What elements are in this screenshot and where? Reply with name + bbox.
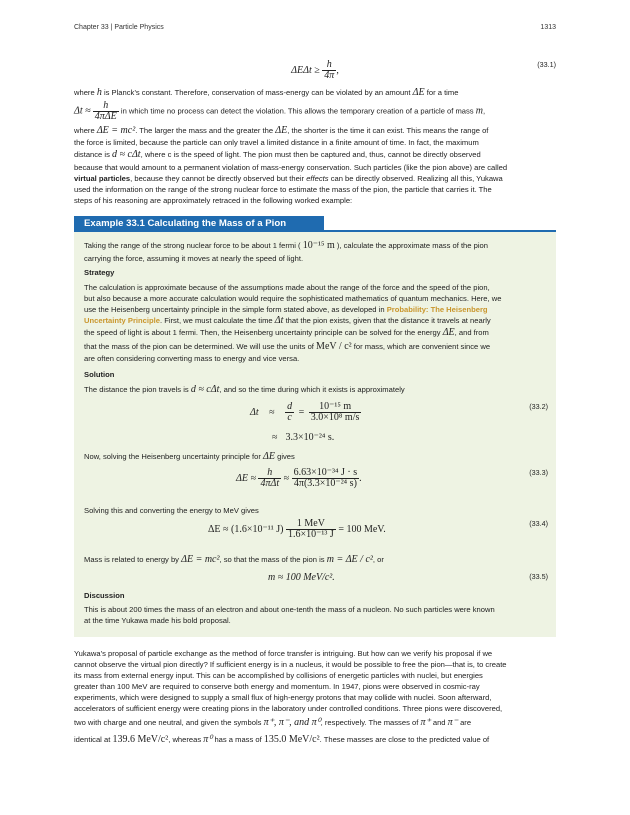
example-problem-line-2: carrying the force, assuming it moves at nearly the speed of light. <box>84 254 304 263</box>
closing-line-5: experiments, which were designed to supply a small flux of high-energy protons that may collide with nuclei. Soon afterward, <box>74 693 492 702</box>
equation-number: (33.3) <box>529 468 548 477</box>
equation-33-1: ΔEΔt ≥ $\frac{h}{4\pi}$ , (33.1) <box>291 59 556 81</box>
textbook-page: Chapter 33 | Particle Physics 1313 ΔEΔt ≥ $\frac{h}{4\pi}$ , (33.1) where h is Planck’s constant. Therefore, conservation of mass-energy can be violated by an amount ΔE for a time Δt ≈ $\frac{h}{\text{4πΔE}}$ in which time no process can detect the violation. This allows the temporary creation of a particle of mass m, where ΔE = mc². The larger the mass and the greater the ΔE, the shorter is the time it can exist. This means the range of the force is limited, because the particle can only travel a limited distance in a finite amount of time. In fact, the maximum distance is d ≈ cΔt, where c is the speed of light. The pion must then be captured and, thus, cannot be directly observed because that would amount to a permanent violation of mass-energy conservation. Such particles (like the pion above) are called virtual particles, because they cannot be directly observed but their effects can be directly observed. Realizing all this, Yukawa used the information on the range of the strong nuclear force to estimate the mass of the pion, the particle that carries it. The steps of his reasoning are approximately retraced in the following worked example: Example 33.1 Calculating the Mass of a Pion Taking the range of the strong nuclear force to be about 1 fermi ( 10⁻¹⁵ m ), calculate the approximate mass of the pion carrying the force, assuming it moves at nearly the speed of light. Strategy The calculation is approximate because of the assumptions made about the range of the force and the speed of the pion, but also because a more accurate calculation would require the sophisticated mathematics of quantum mechanics. Here, we use the Heisenberg uncertainty principle in the simple form stated above, as developed in Probability: The Heisenberg Uncertainty Principle. First, we must calculate the time Δt that the pion exists, given that the distance it travels at nearly the speed of light is about 1 fermi. Then, the Heisenberg uncertainty principle can be solved for the energy ΔE, and from that the mass of the pion can be determined. We will use the units of MeV / c² for mass, which are convenient since we are often considering converting mass to energy and vice versa. Solution The distance the pion travels is d ≈ cΔt, and so the time during which it exists is approximately Δt ≈ $\frac{d}{c}$ = $\frac{\text{10⁻¹⁵ m}}{\text{3.0×10⁸ m/s}}$ ≈ 3.3×10⁻²⁴ s. (33.2) Now, solving the Heisenberg uncertainty principle for ΔE gives ΔE ≈ $\frac{h}{\text{4πΔt}}$ ≈ $\frac{\text{6.63×10⁻³⁴ J · s}}{\text{4π(3.3×10⁻²⁴ s)}}$ . (33.3) Solving this and converting the energy to MeV gives ΔE ≈ (1.6×10⁻¹¹ J) $\frac{\text{1 MeV}}{\text{1.6×10⁻¹³ J}}$ = 100 MeV. (33.4) Mass is related to energy by ΔE = mc², so that the mass of the pion is m = ΔE / c², or m ≈ 100 MeV/c². (33.5) Discussion This is about 200 times the mass of an electron and about one-tenth the mass of a nucleon. No such particles were known at the time Yukawa made his bold proposal. Yukawa’s proposal of particle exchange as the method of force transfer is intriguing. But how can we verify his proposal if we cannot observe the virtual pion directly? If sufficient energy is in a nucleus, it would be possible to free the pion—that is, to create its mass from external energy input. This can be accomplished by collisions of energetic particles with nuclei, but energies greater than 100 MeV are required to conserve both energy and momentum. In 1947, pions were observed in cosmic-ray experiments, which were designed to supply a small flux of high-energy protons that may collide with nuclei. Soon afterward, accelerators of sufficient energy were creating pions in the laboratory under controlled conditions. Three pions were discovered, two with charge and one neutral, and given the symbols π⁺, π⁻, and π⁰, respectively. The masses of π⁺ and π⁻ are identical at 139.6 MeV/c², whereas π⁰ has a mass of 135.0 MeV/c². These masses are close to the predicted value of <box>74 24 556 745</box>
page-number: 1313 <box>540 24 556 31</box>
strategy-line-4: Uncertainty Principle. First, we must calculate the time Δt that the pion exists, given that the distance it travels at nearly <box>84 315 491 326</box>
solution-line-3: Solving this and converting the energy to MeV gives <box>84 506 259 515</box>
solution-line-2: Now, solving the Heisenberg uncertainty principle for ΔE gives <box>84 451 295 462</box>
closing-line-8: identical at 139.6 MeV/c², whereas π⁰ has a mass of 135.0 MeV/c². These masses are close to the predicted value of <box>74 734 490 745</box>
discussion-line-2: at the time Yukawa made his bold proposal. <box>84 616 231 625</box>
heisenberg-link-cont[interactable]: Uncertainty Principle <box>84 316 160 325</box>
closing-line-3: its mass from external energy input. This can be accomplished by collisions of energetic particles with nuclei, but energies <box>74 671 483 680</box>
strategy-line-3: use the Heisenberg uncertainty principle in the simple form stated above, as developed in Probability: The Heisenberg <box>84 305 488 314</box>
intro-line-5: distance is d ≈ cΔt, where c is the speed of light. The pion must then be captured and, thus, cannot be directly observed <box>74 149 481 160</box>
equation-number: (33.4) <box>529 519 548 528</box>
intro-line-4: the force is limited, because the particle can only travel a limited distance in a finite amount of time. In fact, the maximum <box>74 138 479 147</box>
solution-line-4: Mass is related to energy by ΔE = mc², so that the mass of the pion is m = ΔE / c², or <box>84 554 384 565</box>
discussion-heading: Discussion <box>84 591 125 600</box>
intro-line-2: Δt ≈ $\frac{h}{\text{4πΔE}}$ in which time no process can detect the violation. This allows the temporary creation of a particle of mass m, <box>74 100 486 122</box>
equation-number: (33.2) <box>529 402 548 411</box>
closing-line-6: accelerators of sufficient energy were creating pions in the laboratory under controlled conditions. Three pions were discovered, <box>74 704 503 713</box>
intro-line-8: used the information on the range of the strong nuclear force to estimate the mass of the pion, the particle that carries it. The <box>74 185 492 194</box>
discussion-line-1: This is about 200 times the mass of an electron and about one-tenth the mass of a nucleon. No such particles were known <box>84 605 495 614</box>
page-header <box>74 24 556 31</box>
solution-heading: Solution <box>84 370 115 379</box>
closing-line-4: greater than 100 MeV are required to conserve both energy and momentum. In 1947, pions were observed in cosmic-ray <box>74 682 480 691</box>
intro-line-9: steps of his reasoning are approximately retraced in the following worked example: <box>74 196 353 205</box>
equation-number: (33.1) <box>537 60 556 69</box>
strategy-line-5: the speed of light is about 1 fermi. Then, the Heisenberg uncertainty principle can be solved for the energy ΔE, and from <box>84 327 489 338</box>
solution-line-1: The distance the pion travels is d ≈ cΔt, and so the time during which it exists is approximately <box>84 384 405 395</box>
example-title-rule <box>74 230 556 232</box>
closing-line-2: cannot observe the virtual pion directly? If sufficient energy is in a nucleus, it would be possible to free the pion—that is, to create <box>74 660 507 669</box>
heisenberg-link[interactable]: Probability: The Heisenberg <box>386 305 488 314</box>
closing-line-7: two with charge and one neutral, and given the symbols π⁺, π⁻, and π⁰, respectively. The masses of π⁺ and π⁻ are <box>74 717 472 728</box>
strategy-line-7: are often considering converting mass to energy and vice versa. <box>84 354 300 363</box>
example-problem-line-1: Taking the range of the strong nuclear force to be about 1 fermi ( 10⁻¹⁵ m ), calculate the approximate mass of the pion <box>84 240 488 251</box>
closing-line-1: Yukawa’s proposal of particle exchange as the method of force transfer is intriguing. But how can we verify his proposal if we <box>74 649 493 658</box>
intro-line-6: because that would amount to a permanent violation of mass-energy conservation. Such particles (like the pion above) are called <box>74 163 508 172</box>
equation-number: (33.5) <box>529 572 548 581</box>
intro-line-1: where h is Planck’s constant. Therefore, conservation of mass-energy can be violated by an amount ΔE for a time <box>74 87 459 98</box>
intro-line-7: virtual particles, because they cannot be directly observed but their effects can be directly observed. Realizing all this, Yukawa <box>74 174 503 183</box>
strategy-line-6: that the mass of the pion can be determined. We will use the units of MeV / c² for mass, which are convenient since we <box>84 341 491 352</box>
strategy-line-2: but also because a more accurate calculation would require the sophisticated mathematics of quantum mechanics. Here, we <box>84 294 502 303</box>
chapter-title: Chapter 33 | Particle Physics <box>74 24 164 31</box>
example-title: Example 33.1 Calculating the Mass of a Pion <box>74 216 324 231</box>
strategy-line-1: The calculation is approximate because of the assumptions made about the range of the force and the speed of the pion, <box>84 283 490 292</box>
strategy-heading: Strategy <box>84 268 115 277</box>
intro-line-3: where ΔE = mc². The larger the mass and the greater the ΔE, the shorter is the time it can exist. This means the range of <box>74 125 489 136</box>
